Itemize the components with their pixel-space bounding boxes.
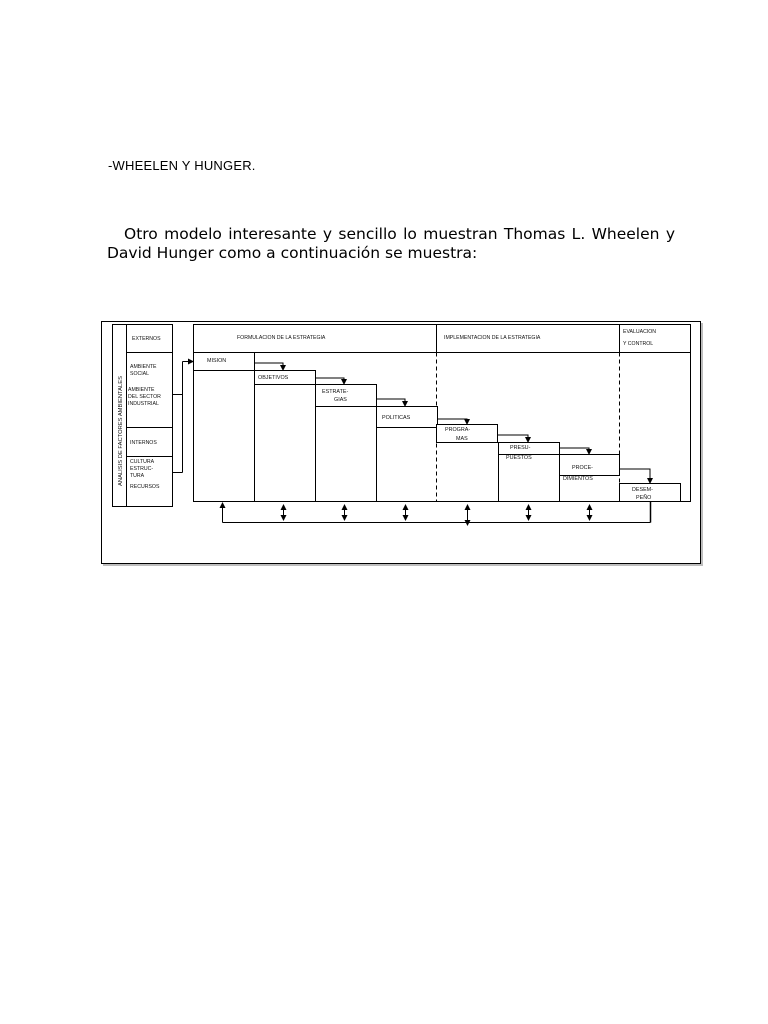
step-estrategias	[316, 385, 377, 407]
label-ambiente-sector-1: AMBIENTE	[128, 387, 155, 393]
label-internos: INTERNOS	[130, 440, 157, 446]
label-ambiente-sector-2: DEL SECTOR	[128, 394, 161, 400]
label-cultura-1: CULTURA	[130, 459, 155, 465]
text-objetivos: OBJETIVOS	[258, 375, 289, 381]
text-estrategias-2: GIAS	[334, 397, 347, 403]
label-ambiente-social-1: AMBIENTE	[130, 364, 157, 370]
text-procedimientos-2: DIMIENTOS	[563, 476, 593, 482]
text-desempeno-1: DESEM-	[632, 487, 653, 493]
diagram-svg	[101, 321, 703, 567]
text-desempeno-2: PEÑO	[636, 495, 652, 501]
label-ambiente-social-2: SOCIAL	[130, 371, 150, 377]
side-label: ANALISIS DE FACTORES AMBIENTALES	[118, 376, 124, 486]
label-externos: EXTERNOS	[132, 336, 161, 342]
phase-evaluacion-1: EVALUACION	[623, 329, 657, 335]
text-programas-1: PROGRA-	[445, 427, 471, 433]
text-presupuestos-1: PRESU-	[510, 445, 531, 451]
phase-evaluacion-2: Y CONTROL	[623, 341, 654, 347]
label-cultura-2: ESTRUC-	[130, 466, 154, 472]
environment-column	[127, 325, 173, 507]
label-cultura-3: TURA	[130, 473, 145, 479]
text-estrategias-1: ESTRATE-	[322, 389, 349, 395]
intro-paragraph: Otro modelo interesante y sencillo lo muestran Thomas L. Wheelen y David Hunger como a continuación se muestra:	[107, 225, 675, 262]
text-presupuestos-2: PUESTOS	[506, 455, 532, 461]
text-politicas: POLITICAS	[382, 415, 411, 421]
label-recursos: RECURSOS	[130, 484, 160, 490]
label-ambiente-sector-3: INDUSTRIAL	[128, 401, 159, 407]
phase-implementacion: IMPLEMENTACION DE LA ESTRATEGIA	[444, 335, 541, 341]
text-procedimientos-1: PROCE-	[572, 465, 593, 471]
section-heading: -WHEELEN Y HUNGER.	[108, 158, 256, 173]
text-mision: MISION	[207, 358, 227, 364]
strategy-model-diagram	[101, 321, 703, 567]
phase-formulacion: FORMULACION DE LA ESTRATEGIA	[237, 335, 326, 341]
text-programas-2: MAS	[456, 436, 468, 442]
